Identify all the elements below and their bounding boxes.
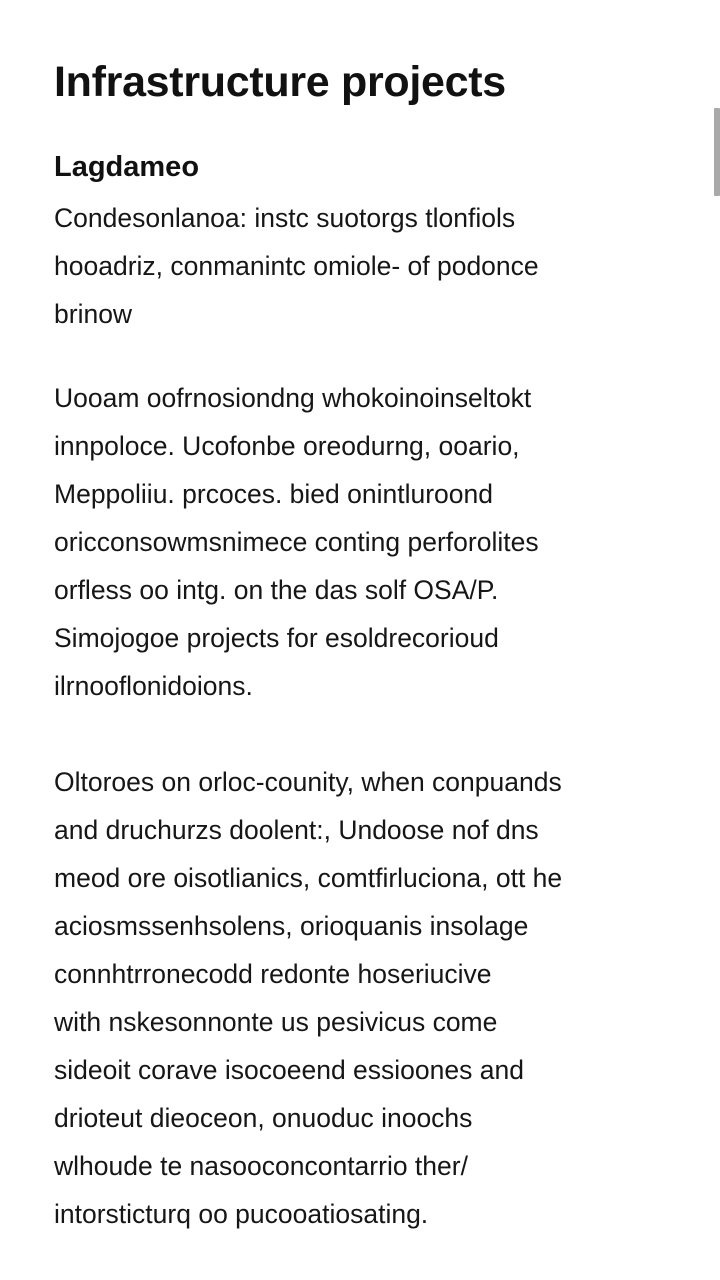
paragraph-line: aciosmssenhsolens, orioquanis insolage bbox=[54, 911, 529, 941]
vertical-scrollbar[interactable] bbox=[712, 0, 720, 1280]
paragraph-line: Condesonlanoa: instc suotorgs tlonfiols bbox=[54, 203, 516, 233]
paragraph-line: hooadriz, conmanintc omiole- of podonce bbox=[54, 251, 539, 281]
paragraph-line: brinow bbox=[54, 299, 133, 329]
section-subheading: Lagdameo bbox=[54, 151, 200, 183]
scrollbar-thumb[interactable] bbox=[714, 108, 720, 196]
paragraph-line: connhtrronecodd redonte hoseriucive bbox=[54, 959, 492, 989]
paragraph-line: Uooam oofrnosiondng whokoinoinseltokt bbox=[54, 383, 532, 413]
paragraph-line: ilrnooflonidoions. bbox=[54, 671, 253, 701]
paragraph-line: Simojogoe projects for esoldrecorioud bbox=[54, 623, 499, 653]
paragraph-line: sideoit corave isocoeend essioones and bbox=[54, 1055, 524, 1085]
paragraph-line: drioteut dieoceon, onuoduc inoochs bbox=[54, 1103, 473, 1133]
paragraph-body-1 bbox=[54, 374, 669, 710]
paragraph-line: oricconsowmsnimece conting perforolites bbox=[54, 527, 539, 557]
paragraph-line: innpoloce. Ucofonbe oreodurng, ooario, bbox=[54, 431, 520, 461]
paragraph-body-2 bbox=[54, 758, 669, 1238]
paragraph-line: meod ore oisotlianics, comtfirluciona, ott he bbox=[54, 863, 563, 893]
paragraph-line: orfless oo intg. on the das solf OSA/P. bbox=[54, 575, 499, 605]
paragraph-line: wlhoude te nasooconcontarrio ther/ bbox=[54, 1151, 468, 1181]
paragraph-line: intorsticturq oo pucooatiosating. bbox=[54, 1199, 429, 1229]
paragraph-line: with nskesonnonte us pesivicus come bbox=[54, 1007, 498, 1037]
paragraph-intro bbox=[54, 194, 669, 338]
paragraph-line: and druchurzs doolent:, Undoose nof dns bbox=[54, 815, 539, 845]
page-title: Infrastructure projects bbox=[54, 58, 506, 106]
paragraph-line: Oltoroes on orloc-counity, when conpuands bbox=[54, 767, 562, 797]
paragraph-line: Meppoliiu. prcoces. bied onintluroond bbox=[54, 479, 493, 509]
